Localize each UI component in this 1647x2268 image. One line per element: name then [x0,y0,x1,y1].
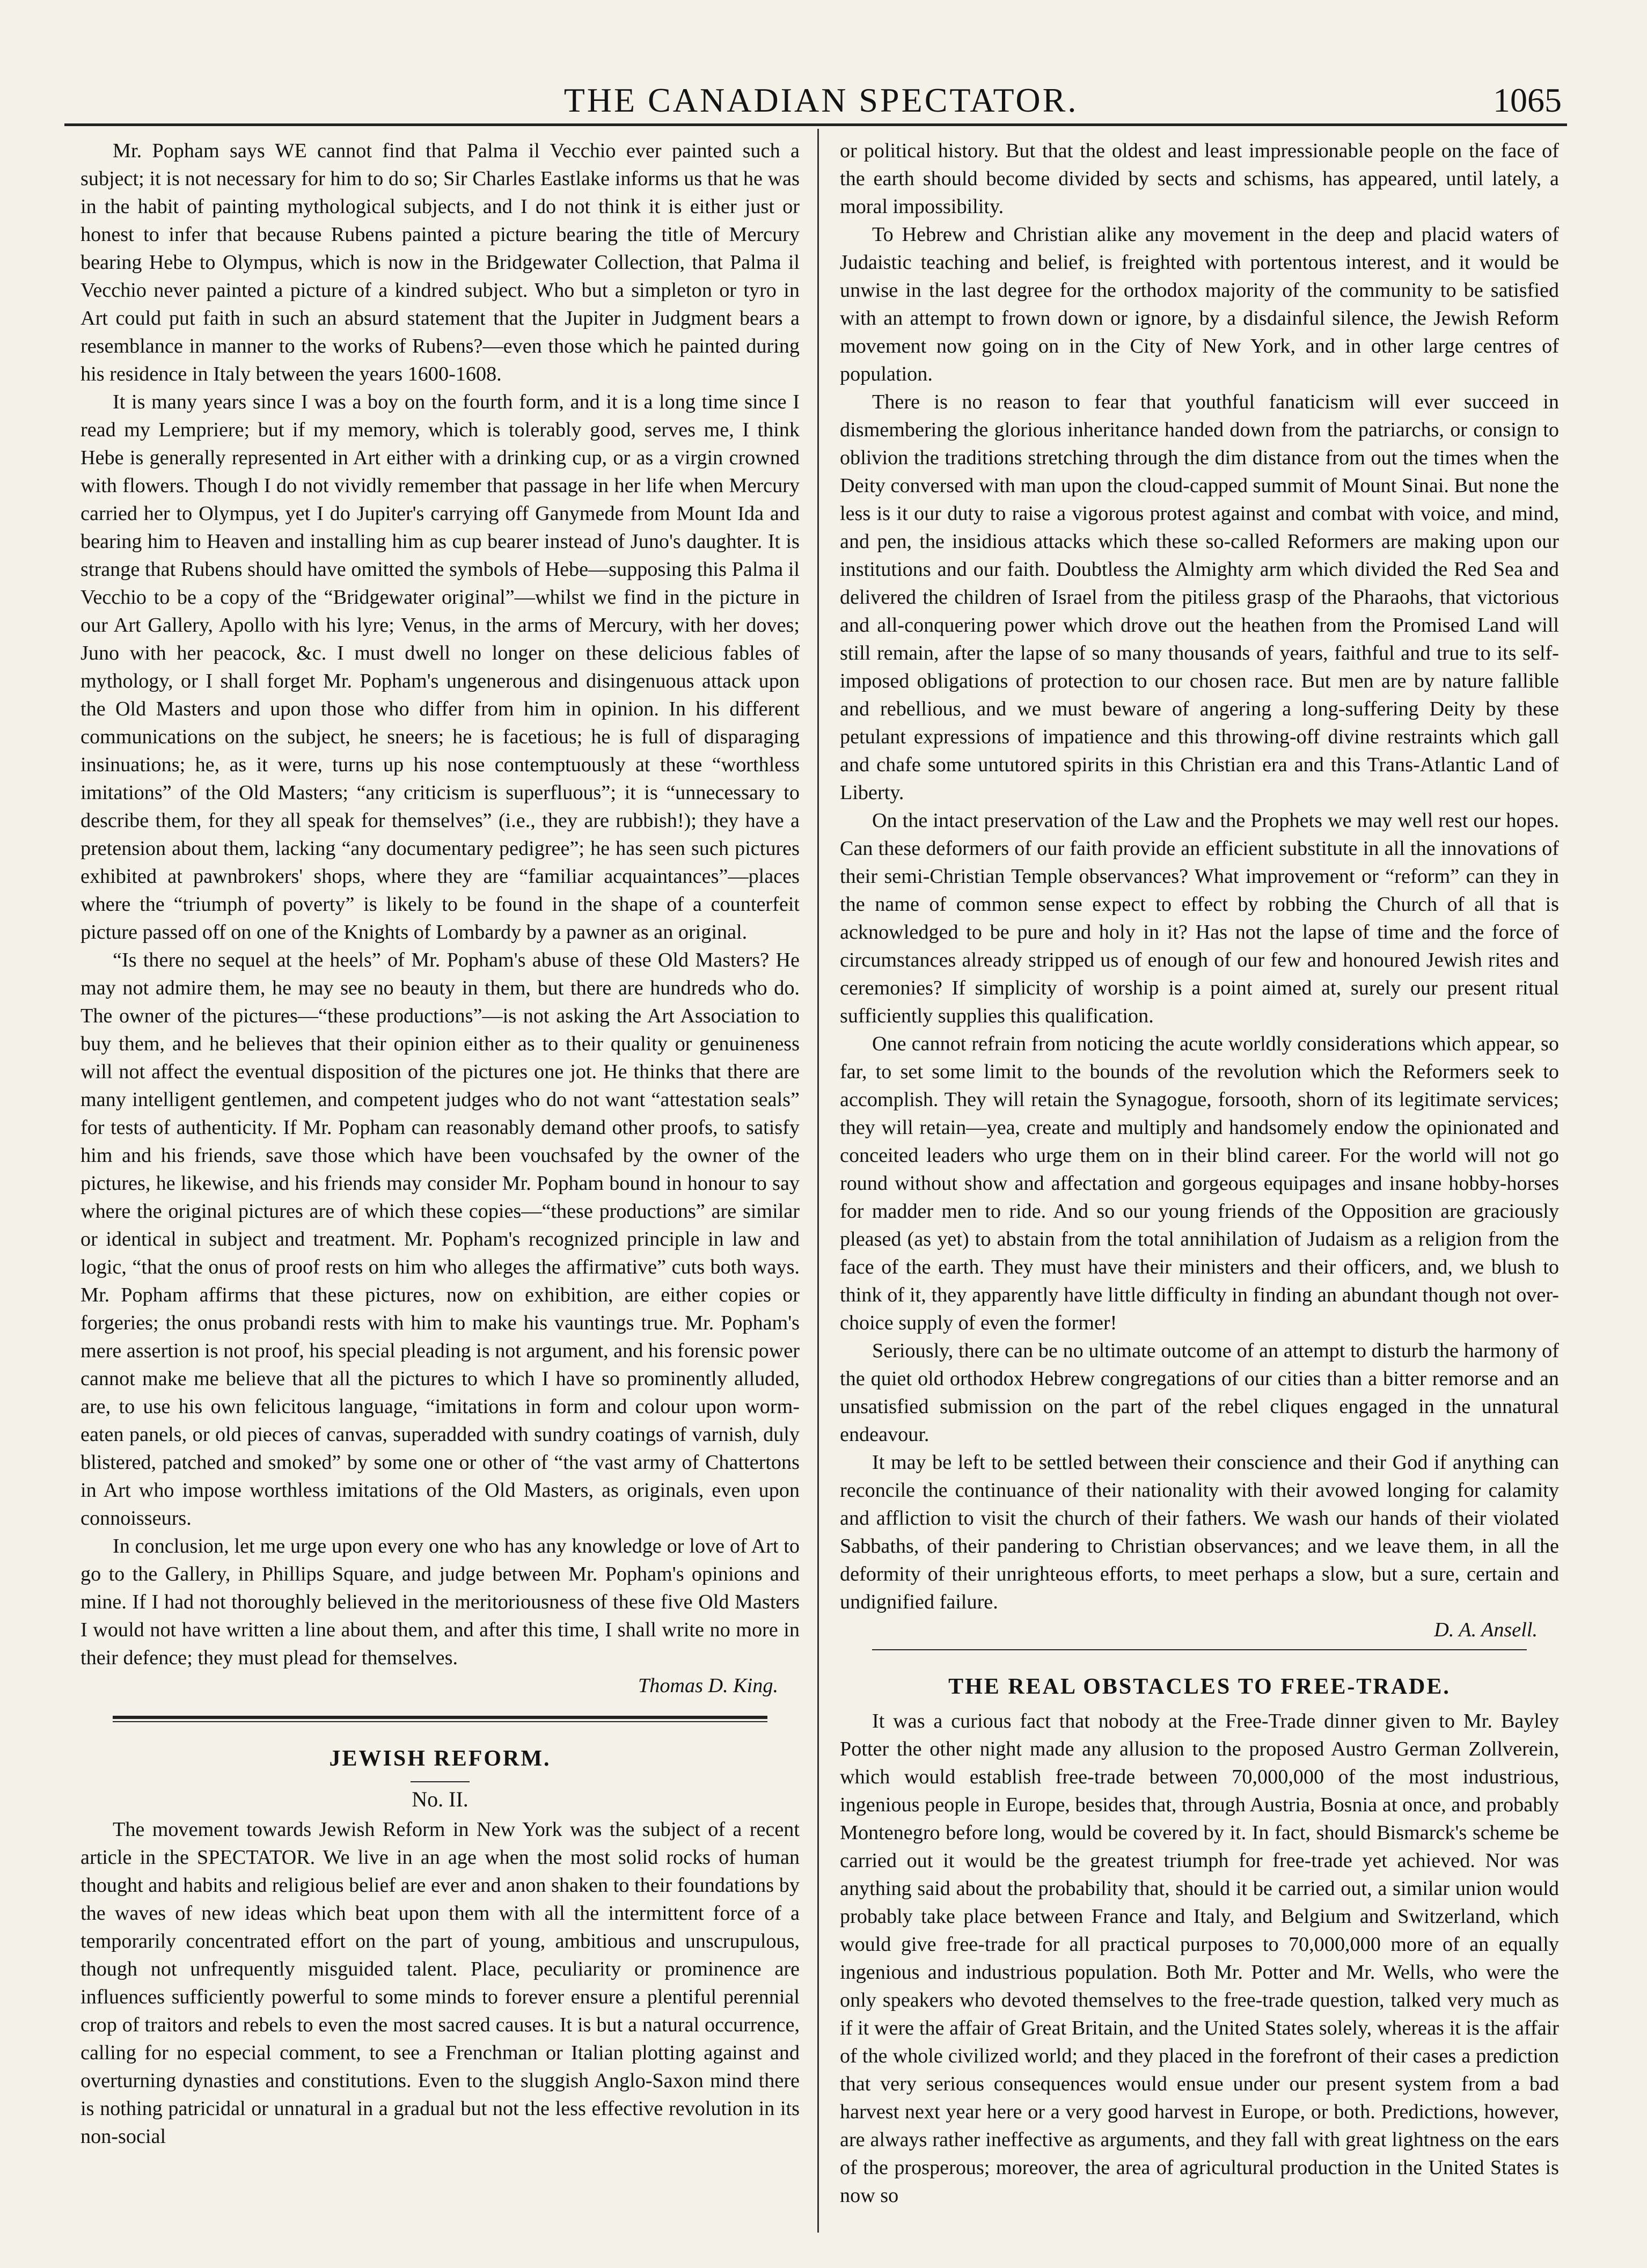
signature-king: Thomas D. King. [638,1674,778,1697]
page-header [80,81,1562,123]
column-divider [817,129,819,2233]
article-paragraph: It is many years since I was a boy on the fourth form, and it is a long time since I read my Lempriere; but if my memory, which is tolerably good, serves me, I think Hebe is generally represented in Art either with a drinking cup, or as a virgin crowned with flowers. Though I do not vividly remember that passage in her life when Mercury carried her to Olympus, yet I do Jupiter's carrying off Ganymede from Mount Ida and bearing him to Heaven and installing him as cup bearer instead of Juno's daughter. It is strange that Rubens should have omitted the symbols of Hebe—supposing this Palma il Vecchio to be a copy of the “Bridgewater original”—whilst we find in the picture in our Art Gallery, Apollo with his lyre; Venus, in the arms of Mercury, with her doves; Juno with her peacock, &c. I must dwell no longer on these delicious fables of mythology, or I shall forget Mr. Popham's ungenerous and disingenuous attack upon the Old Masters and upon those who differ from him in opinion. In his different communications on the subject, he sneers; he is facetious; he is full of disparaging insinuations; he, as it were, turns up his nose contemptuously at these “worthless imitations” of the Old Masters; “any criticism is superfluous”; it is “unnecessary to describe them, for they all speak for themselves” (i.e., they are rubbish!); they have a pretension about them, lacking “any documentary pedigree”; he has seen such pictures exhibited at pawnbrokers' shops, where they are “familiar acquaintances”—places where the “triumph of poverty” is likely to be found in the shape of a counterfeit picture passed off on one of the Knights of Lombardy by a pawner as an original. [80,391,800,943]
article-paragraph: Mr. Popham says WE cannot find that Palma il Vecchio ever painted such a subject; it is not necessary for him to do so; Sir Charles Eastlake informs us that he was in the habit of painting mythological subjects, and I do not think it is either just or honest to infer that because Rubens painted a picture bearing the title of Mercury bearing Hebe to Olympus, which is now in the Bridgewater Collection, that Palma il Vecchio never painted a picture of a kindred subject. Who but a simpleton or tyro in Art could put faith in such an absurd statement that the Jupiter in Judgment bears a resemblance in manner to the works of Rubens?—even those which he painted during his residence in Italy between the years 1600-1608. [80,140,800,385]
page-number: 1065 [1493,81,1562,119]
article-paragraph: Seriously, there can be no ultimate outcome of an attempt to disturb the harmony of the quiet old orthodox Hebrew congregations of our cities than a bitter remorse and an unsatisfied submission on the part of the rebel cliques engaged in the unnatural endeavour. [840,1340,1559,1446]
section-rule [872,1649,1527,1650]
masthead-title: THE CANADIAN SPECTATOR. [563,81,1079,119]
short-rule [411,1781,470,1782]
section-number: No. II. [412,1787,469,1811]
left-column [80,137,800,2241]
section-double-rule [113,1716,767,1722]
article-paragraph: It was a curious fact that nobody at the Free-Trade dinner given to Mr. Bayley Potter the other night made any allusion to the proposed Austro German Zollverein, which would establish free-trade between 70,000,000 of the most industrious, ingenious people in Europe, besides that, through Austria, Bosnia at once, and probably Montenegro before long, would be covered by it. In fact, should Bismarck's scheme be carried out it would be the greatest triumph for free-trade yet achieved. Nor was anything said about the probability that, should it be carried out, a similar union would probably take place between France and Italy, and Belgium and Switzerland, which would give free-trade for all practical purposes to 70,000,000 more of an equally ingenious and industrious population. Both Mr. Potter and Mr. Wells, who were the only speakers who devoted themselves to the free-trade question, talked very much as if it were the affair of Great Britain, and the United States solely, whereas it is the affair of the whole civilized world; and they placed in the forefront of their cases a prediction that very serious consequences would ensue under our present system from a bad harvest next year here or a very good harvest in Europe, or both. Predictions, however, are always rather ineffective as arguments, and they fall with great lightness on the ears of the prosperous; moreover, the area of agricultural production in the United States is now so [840,1710,1559,2207]
article-paragraph: In conclusion, let me urge upon every one who has any knowledge or love of Art to go to the Gallery, in Phillips Square, and judge between Mr. Popham's opinions and mine. If I had not thoroughly believed in the meritoriousness of these five Old Masters I would not have written a line about them, and after this time, I shall write no more in their defence; they must plead for themselves. [80,1535,800,1669]
article-paragraph: One cannot refrain from noticing the acute worldly considerations which appear, so far, to set some limit to the bounds of the revolution which the Reformers seek to accomplish. They will retain the Synagogue, forsooth, shorn of its legitimate services; they will retain—yea, create and multiply and handsomely endow the opinionated and conceited leaders who urge them on in their blind career. For the world will not go round without show and affectation and gorgeous equipages and insane hobby-horses for madder men to ride. And so our young friends of the Opposition are graciously pleased (as yet) to abstain from the total annihilation of Judaism as a religion from the face of the earth. They must have their ministers and their officers, and, we blush to think of it, they apparently have little difficulty in finding an abundant though not over-choice supply of even the former! [840,1033,1559,1334]
article-paragraph: or political history. But that the oldest and least impressionable people on the face of the earth should become divided by sects and schisms, has appeared, until lately, a moral impossibility. [840,140,1559,218]
section-title-jewish-reform: JEWISH REFORM. [329,1746,551,1771]
article-paragraph: There is no reason to fear that youthful fanaticism will ever succeed in dismembering the glorious inheritance handed down from the patriarchs, or consign to oblivion the traditions stretching through the dim distance from out the times when the Deity conversed with man upon the cloud-capped summit of Mount Sinai. But none the less is it our duty to raise a vigorous protest against and combat with voice, and mind, and pen, the insidious attacks which these so-called Reformers are making upon our institutions and our faith. Doubtless the Almighty arm which divided the Red Sea and delivered the children of Israel from the pitiless grasp of the Pharaohs, that victorious and all-conquering power which drove out the heathen from the Promised Land will still remain, after the lapse of so many thousands of years, faithful and true to its self-imposed obligations of protection to our chosen race. But men are by nature fallible and rebellious, and we must beware of angering a long-suffering Deity by these petulant expressions of impatience and this throwing-off divine restraints which gall and chafe some untutored spirits in this Christian era and this Trans-Atlantic Land of Liberty. [840,391,1559,804]
article-paragraph: It may be left to be settled between their conscience and their God if anything can reconcile the continuance of their nationality with their avowed longing for calamity and affliction to visit the church of their fathers. We wash our hands of their violated Sabbaths, of their pandering to Christian observances; and we leave them, in all the deformity of their unrighteous efforts, to meet perhaps a slow, but a sure, certain and undignified failure. [840,1451,1559,1613]
right-column [840,137,1559,2241]
article-paragraph: “Is there no sequel at the heels” of Mr. Popham's abuse of these Old Masters? He may not admire them, he may see no beauty in them, but there are hundreds who do. The owner of the pictures—“these productions”—is not asking the Art Association to buy them, and he believes that their opinion either as to their quality or genuineness will not affect the eventual disposition of the pictures one jot. He thinks that there are many intelligent gentlemen, and competent judges who do not want “attestation seals” for tests of authenticity. If Mr. Popham can reasonably demand other proofs, to satisfy him and his friends, save those which have been vouchsafed by the owner of the pictures, he likewise, and his friends may consider Mr. Popham bound in honour to say where the original pictures are of which these copies—“these productions” are similar or identical in subject and treatment. Mr. Popham's recognized principle in law and logic, “that the onus of proof rests on him who alleges the affirmative” cuts both ways. Mr. Popham affirms that these pictures, now on exhibition, are either copies or forgeries; the onus probandi rests with him to make his vauntings true. Mr. Popham's mere assertion is not proof, his special pleading is not argument, and his forensic power cannot make me believe that all the pictures to which I have so prominently alluded, are, to use his own felicitous language, “imitations in form and colour upon worm-eaten panels, or old pieces of canvas, superadded with sundry coatings of varnish, duly blistered, patched and smoked” by some one or other of “the vast army of Chattertons in Art who impose worthless imitations of the Old Masters, as originals, even upon connoisseurs. [80,949,800,1530]
article-paragraph: On the intact preservation of the Law and the Prophets we may well rest our hopes. Can these deformers of our faith provide an efficient substitute in all the innovations of their semi-Christian Temple observances? What improvement or “reform” can they in the name of common sense expect to effect by robbing the Church of all that is acknowledged to be pure and holy in it? Has not the lapse of time and the force of circumstances already stripped us of enough of our few and honoured Jewish rites and ceremonies? If simplicity of worship is a point aimed at, surely our present ritual sufficiently supplies this qualification. [840,809,1559,1027]
article-paragraph: The movement towards Jewish Reform in New York was the subject of a recent article in the SPECTATOR. We live in an age when the most solid rocks of human thought and habits and religious belief are ever and anon shaken to their foundations by the waves of new ideas which beat upon them with all the intermittent force of a temporarily concentrated effort on the part of young, ambitious and unscrupulous, though not unfrequently misguided talent. Place, peculiarity or prominence are influences sufficiently powerful to some minds to forever ensure a plentiful perennial crop of traitors and rebels to even the most sacred causes. It is but a natural occurrence, calling for no especial comment, to see a Frenchman or Italian plotting against and overturning dynasties and constitutions. Even to the sluggish Anglo-Saxon mind there is nothing patricidal or unnatural in a gradual but not the less effective revolution in its non-social [80,1818,800,2148]
section-title-free-trade: THE REAL OBSTACLES TO FREE-TRADE. [948,1674,1451,1699]
article-paragraph: To Hebrew and Christian alike any movement in the deep and placid waters of Judaistic teaching and belief, is freighted with portentous interest, and it would be unwise in the last degree for the orthodox majority of the community to be satisfied with an attempt to frown down or ignore, by a disdainful silence, the Jewish Reform movement now going on in the City of New York, and in other large centres of population. [840,223,1559,385]
header-rule [64,123,1567,126]
signature-ansell: D. A. Ansell. [1434,1619,1538,1641]
